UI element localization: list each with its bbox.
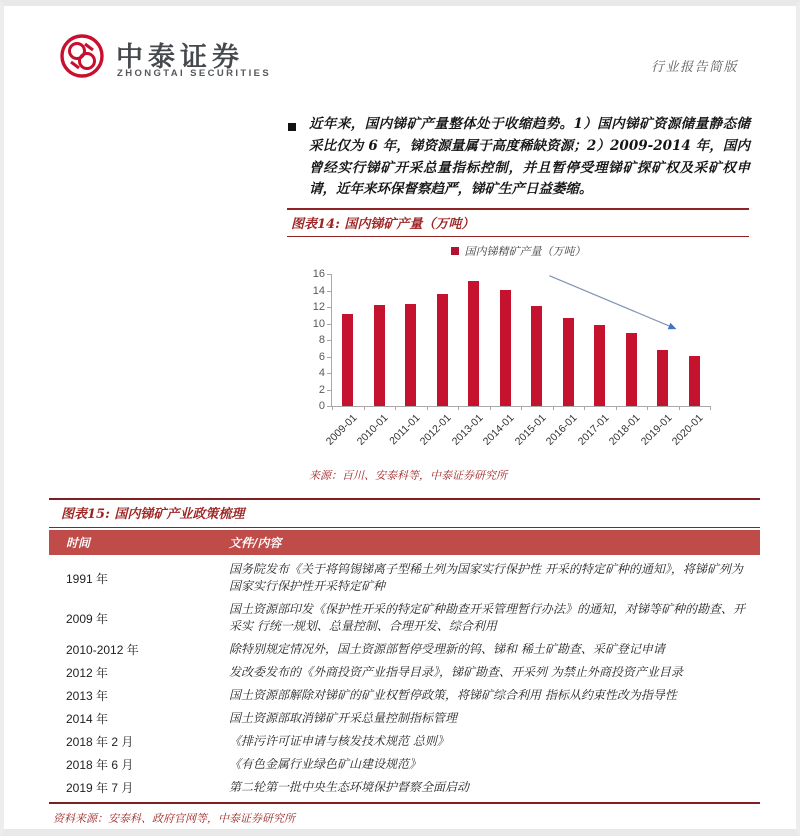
bar [342, 314, 353, 406]
x-axis [323, 410, 709, 460]
bar [563, 318, 574, 406]
x-tick-label: 2018-01 [606, 412, 643, 448]
legend-swatch-icon [451, 247, 459, 255]
chart-legend [287, 243, 749, 259]
policy-year-cell: 2019 年 7 月 [66, 781, 134, 795]
figure15-title: 图表15: 国内锑矿产业政策梳理 [61, 507, 245, 522]
table-row [49, 684, 760, 707]
bullet-marker-icon [288, 123, 296, 131]
x-tick-label: 2017-01 [575, 412, 612, 448]
y-tick-label: 16 [312, 268, 325, 280]
policy-content-cell: 除特别规定情况外，国土资源部暂停受理新的钨、锑和 稀土矿勘查、采矿登记申请 [229, 642, 665, 656]
policy-content-cell: 国土资源部解除对锑矿的矿业权暂停政策，将锑矿综合利用 指标从约束性改为指导性 [229, 688, 677, 702]
policy-content-cell: 发改委发布的《外商投资产业指导目录》，锑矿勘查、开采列 为禁止外商投资产业目录 [229, 665, 683, 679]
y-tick [327, 291, 332, 292]
col-content-header: 文件/内容 [229, 536, 282, 550]
x-tick-label: 2019-01 [638, 412, 675, 448]
x-tick-label: 2011-01 [387, 412, 423, 448]
table-row [49, 558, 760, 598]
y-tick [327, 357, 332, 358]
report-type-label: 行业报告简版 [650, 60, 738, 75]
policy-content-cell: 国务院发布《关于将钨锡锑离子型稀土列为国家实行保护性 开采的特定矿种的通知》，将锑矿列为国家实行保护性开采特定矿种 [229, 562, 743, 593]
bar [626, 333, 637, 406]
x-tick-label: 2013-01 [449, 412, 486, 448]
figure15-title-bar [49, 498, 760, 528]
policy-table-header [49, 530, 760, 555]
policy-content-cell: 第二轮第一批中央生态环境保护督察全面启动 [229, 780, 470, 794]
y-tick-label: 10 [312, 317, 325, 330]
x-tick-label: 2009-01 [323, 412, 360, 448]
x-tick [710, 406, 711, 410]
bar [468, 281, 479, 406]
table-row [49, 638, 760, 661]
x-tick-label: 2016-01 [543, 412, 580, 448]
table-row [49, 707, 760, 730]
brand-subtitle: ZHONGTAI SECURITIES [117, 68, 272, 79]
policy-year-cell: 2018 年 6 月 [66, 758, 134, 772]
x-tick-label: 2015-01 [512, 412, 549, 448]
y-tick [327, 307, 332, 308]
figure14-source: 来源：百川、安泰科等，中泰证券研究所 [309, 469, 507, 482]
x-tick-label: 2014-01 [480, 412, 517, 448]
col-time-header: 时间 [66, 536, 91, 550]
x-tick-label: 2010-01 [354, 412, 391, 448]
policy-year-cell: 2018 年 2 月 [66, 735, 134, 749]
figure15-source: 资料来源：安泰科、政府官网等，中泰证券研究所 [53, 812, 295, 825]
policy-content-cell: 《排污许可证申请与核发技术规范 总则》 [229, 734, 449, 748]
y-tick-label: 12 [312, 301, 325, 313]
y-tick [327, 324, 332, 325]
zhongtai-logo-icon [58, 32, 106, 80]
y-tick-label: 6 [318, 350, 325, 363]
y-axis [281, 268, 325, 412]
bar [405, 304, 416, 406]
table-row [49, 753, 760, 776]
y-tick [327, 390, 332, 391]
figure14-title: 图表14: 国内锑矿产量（万吨） [291, 217, 475, 232]
figure14-title-bar [287, 208, 749, 237]
y-tick [327, 373, 332, 374]
x-tick-label: 2012-01 [417, 412, 454, 448]
y-tick [327, 340, 332, 341]
brand-name: 中泰证券 [116, 42, 244, 72]
y-tick-label: 14 [312, 284, 325, 297]
bar [657, 350, 668, 406]
summary-text: 近年来，国内锑矿产量整体处于收缩趋势。1）国内锑矿资源储量静态储采比仅为 6 年，锑资源量属于高度稀缺资源；2）2009-2014 年，国内曾经实行锑矿开采总量指标控制，并且暂停受理锑矿探矿权及采矿权申请，近年来环保督察趋严，锑矿生产日益萎缩。 [309, 116, 750, 198]
table-row [49, 598, 760, 638]
y-tick-label: 2 [318, 383, 325, 396]
table-row [49, 661, 760, 684]
y-tick-label: 0 [318, 400, 325, 412]
x-tick-label: 2020-01 [669, 412, 706, 448]
bar [500, 290, 511, 406]
policy-year-cell: 2010-2012 年 [66, 643, 139, 657]
bar [531, 306, 542, 406]
policy-content-cell: 国土资源部印发《保护性开采的特定矿种勘查开采管理暂行办法》的通知，对锑等矿种的勘查、开采实 行统一规划、总量控制、合理开发、综合利用 [229, 602, 746, 633]
y-tick-label: 8 [318, 334, 325, 346]
policy-content-cell: 国土资源部取消锑矿开采总量控制指标管理 [229, 711, 458, 725]
y-tick-label: 4 [318, 367, 325, 379]
table-row [49, 776, 760, 799]
policy-content-cell: 《有色金属行业绿色矿山建设规范》 [229, 757, 422, 771]
bar [689, 356, 700, 406]
legend-label: 国内锑精矿产量（万吨） [464, 245, 586, 258]
bar [437, 294, 448, 406]
bar [374, 305, 385, 406]
policy-table-body [49, 555, 760, 799]
policy-year-cell: 2013 年 [66, 689, 109, 703]
y-tick [327, 274, 332, 275]
policy-year-cell: 2014 年 [66, 712, 109, 726]
y-tick [327, 406, 332, 407]
table-row [49, 730, 760, 753]
figure15-block [49, 498, 760, 826]
trend-arrow-icon [332, 274, 710, 406]
bar [594, 325, 605, 406]
bar-plot [331, 274, 710, 407]
policy-year-cell: 1991 年 [66, 571, 109, 586]
policy-year-cell: 2009 年 [66, 611, 109, 626]
policy-year-cell: 2012 年 [66, 666, 109, 680]
